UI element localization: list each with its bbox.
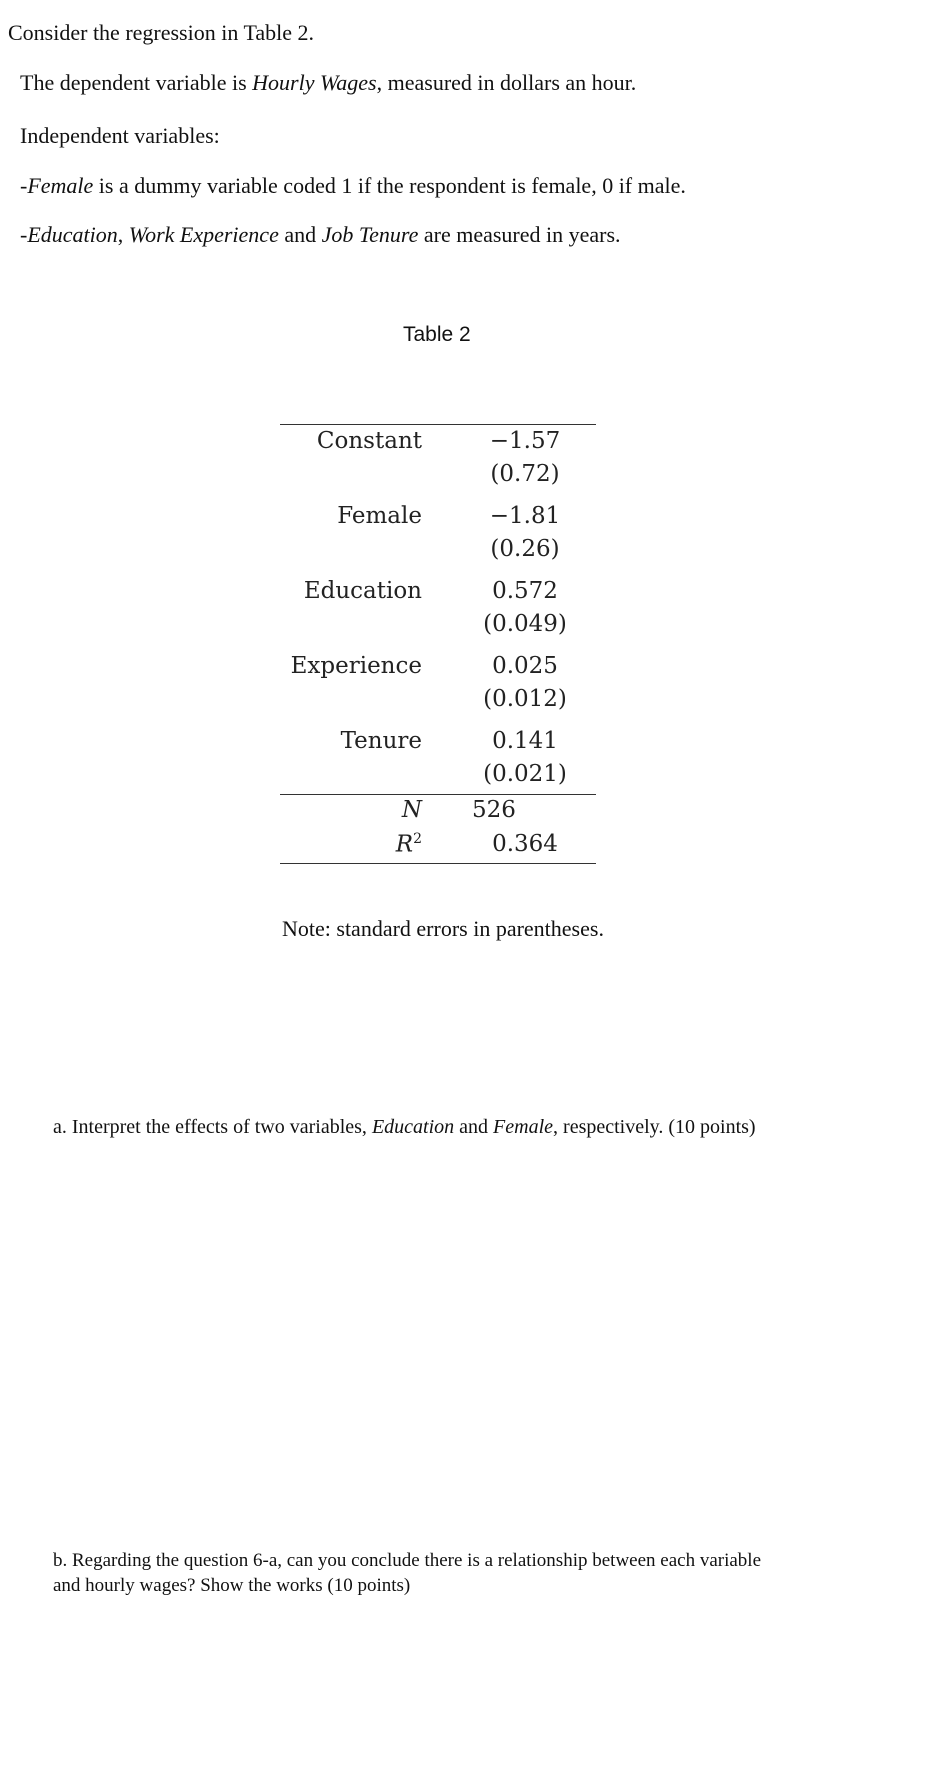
table-mid-rule [280, 794, 596, 795]
question-b-line2: and hourly wages? Show the works (10 points) [53, 1575, 411, 1596]
r2-letter: R [395, 831, 414, 858]
coef-experience: 0.025 [492, 653, 558, 679]
var-tenure: Job Tenure [321, 222, 419, 247]
var-experience: Work Experience [128, 222, 279, 247]
n-label: N [401, 797, 422, 823]
coef-female: −1.81 [489, 503, 561, 529]
table-top-rule [280, 424, 596, 425]
sep2: and [278, 222, 322, 247]
row-label-tenure: Tenure [340, 728, 422, 754]
coef-constant: −1.57 [489, 428, 561, 454]
table-note: Note: standard errors in parentheses. [282, 916, 604, 941]
table-bottom-rule [280, 863, 596, 864]
coef-tenure: 0.141 [492, 728, 558, 754]
table-title: Table 2 [403, 323, 471, 346]
row-label-experience: Experience [290, 653, 422, 679]
r2-value: 0.364 [492, 831, 558, 857]
female-rest: is a dummy variable coded 1 if the respondent is female, 0 if male. [93, 173, 686, 198]
qa-var2: Female [493, 1116, 554, 1138]
independent-heading: Independent variables: [20, 123, 220, 148]
female-definition [20, 173, 686, 199]
question-b-line1: b. Regarding the question 6-a, can you conclude there is a relationship between each variable [53, 1550, 762, 1571]
r2-superscript: 2 [413, 831, 422, 847]
row-label-female: Female [337, 503, 422, 529]
n-value: 526 [472, 797, 516, 823]
vars-dash: - [20, 222, 28, 247]
dep-post: , measured in dollars an hour. [376, 70, 637, 95]
se-constant: (0.72) [490, 461, 560, 487]
qa-post: , respectively. (10 points) [553, 1116, 756, 1138]
sep1: , [117, 222, 129, 247]
intro-line: Consider the regression in Table 2. [8, 20, 314, 45]
dependent-variable-line [20, 70, 636, 96]
se-education: (0.049) [483, 611, 567, 637]
qa-mid: and [454, 1116, 494, 1138]
se-tenure: (0.021) [483, 761, 567, 787]
coef-education: 0.572 [492, 578, 558, 604]
var-education: Education [27, 222, 118, 247]
qa-pre: a. Interpret the effects of two variables, [53, 1116, 372, 1138]
qa-var1: Education [371, 1116, 455, 1138]
row-label-education: Education [303, 578, 422, 604]
vars-rest: are measured in years. [418, 222, 621, 247]
r2-label [272, 831, 422, 858]
se-experience: (0.012) [483, 686, 567, 712]
dep-var: Hourly Wages [252, 70, 377, 95]
se-female: (0.26) [490, 536, 560, 562]
female-dash: - [20, 173, 28, 198]
question-a [53, 1116, 756, 1139]
dep-pre: The dependent variable is [20, 70, 253, 95]
row-label-constant: Constant [316, 428, 422, 454]
years-variables-definition [20, 222, 621, 248]
female-var: Female [27, 173, 94, 198]
